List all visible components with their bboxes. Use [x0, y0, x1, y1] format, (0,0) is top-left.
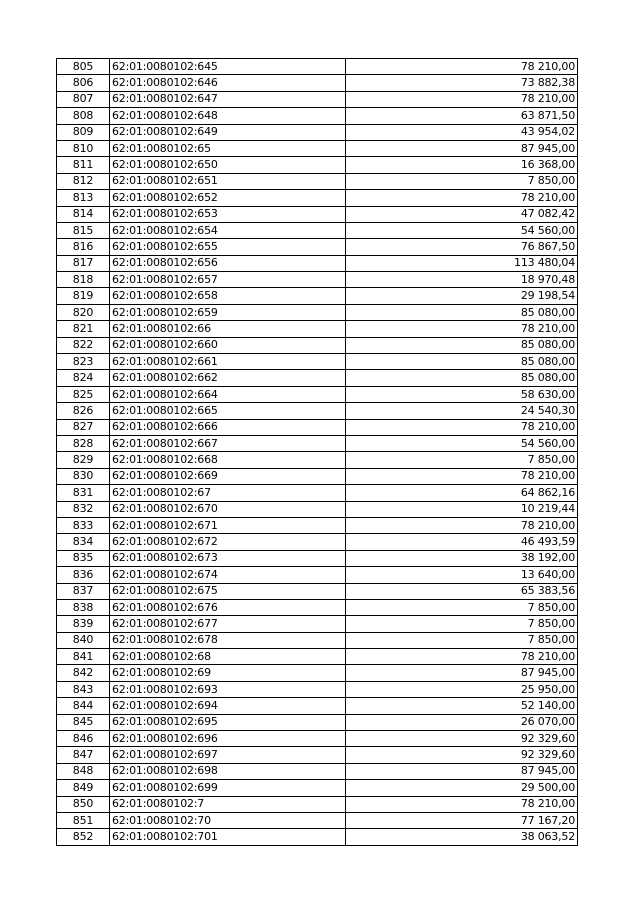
- row-number-cell: 835: [57, 550, 110, 566]
- row-number-cell: 824: [57, 370, 110, 386]
- value-cell: 78 210,00: [346, 517, 578, 533]
- value-cell: 87 945,00: [346, 140, 578, 156]
- row-number-cell: 821: [57, 321, 110, 337]
- cadastral-number-cell: 62:01:0080102:675: [110, 583, 346, 599]
- value-cell: 43 954,02: [346, 124, 578, 140]
- row-number-cell: 811: [57, 157, 110, 173]
- value-cell: 65 383,56: [346, 583, 578, 599]
- cadastral-number-cell: 62:01:0080102:678: [110, 632, 346, 648]
- row-number-cell: 817: [57, 255, 110, 271]
- table-row: [57, 829, 578, 845]
- cadastral-number-cell: 62:01:0080102:650: [110, 157, 346, 173]
- value-cell: 25 950,00: [346, 681, 578, 697]
- table-row: [57, 501, 578, 517]
- cadastral-number-cell: 62:01:0080102:660: [110, 337, 346, 353]
- table-row: [57, 190, 578, 206]
- value-cell: 52 140,00: [346, 698, 578, 714]
- cadastral-number-cell: 62:01:0080102:651: [110, 173, 346, 189]
- cadastral-number-cell: 62:01:0080102:677: [110, 616, 346, 632]
- table-row: [57, 780, 578, 796]
- row-number-cell: 844: [57, 698, 110, 714]
- table-row: [57, 567, 578, 583]
- row-number-cell: 834: [57, 534, 110, 550]
- cadastral-number-cell: 62:01:0080102:661: [110, 354, 346, 370]
- row-number-cell: 820: [57, 304, 110, 320]
- value-cell: 63 871,50: [346, 108, 578, 124]
- table-row: [57, 140, 578, 156]
- row-number-cell: 838: [57, 599, 110, 615]
- value-cell: 7 850,00: [346, 173, 578, 189]
- row-number-cell: 837: [57, 583, 110, 599]
- row-number-cell: 845: [57, 714, 110, 730]
- row-number-cell: 809: [57, 124, 110, 140]
- cadastral-number-cell: 62:01:0080102:673: [110, 550, 346, 566]
- cadastral-number-cell: 62:01:0080102:658: [110, 288, 346, 304]
- row-number-cell: 818: [57, 272, 110, 288]
- cadastral-number-cell: 62:01:0080102:659: [110, 304, 346, 320]
- table-row: [57, 747, 578, 763]
- row-number-cell: 805: [57, 59, 110, 75]
- cadastral-number-cell: 62:01:0080102:645: [110, 59, 346, 75]
- table-row: [57, 812, 578, 828]
- value-cell: 54 560,00: [346, 222, 578, 238]
- row-number-cell: 842: [57, 665, 110, 681]
- cadastral-number-cell: 62:01:0080102:652: [110, 190, 346, 206]
- table-row: [57, 173, 578, 189]
- row-number-cell: 833: [57, 517, 110, 533]
- table-row: [57, 288, 578, 304]
- value-cell: 78 210,00: [346, 91, 578, 107]
- cadastral-value-table: [56, 58, 578, 846]
- value-cell: 87 945,00: [346, 763, 578, 779]
- value-cell: 73 882,38: [346, 75, 578, 91]
- table-row: [57, 534, 578, 550]
- cadastral-number-cell: 62:01:0080102:654: [110, 222, 346, 238]
- row-number-cell: 850: [57, 796, 110, 812]
- value-cell: 78 210,00: [346, 468, 578, 484]
- cadastral-number-cell: 62:01:0080102:701: [110, 829, 346, 845]
- table-row: [57, 485, 578, 501]
- table-row: [57, 468, 578, 484]
- value-cell: 78 210,00: [346, 190, 578, 206]
- row-number-cell: 807: [57, 91, 110, 107]
- value-cell: 7 850,00: [346, 452, 578, 468]
- row-number-cell: 848: [57, 763, 110, 779]
- cadastral-number-cell: 62:01:0080102:662: [110, 370, 346, 386]
- table-row: [57, 419, 578, 435]
- cadastral-number-cell: 62:01:0080102:696: [110, 731, 346, 747]
- row-number-cell: 814: [57, 206, 110, 222]
- cadastral-number-cell: 62:01:0080102:67: [110, 485, 346, 501]
- table-row: [57, 354, 578, 370]
- value-cell: 85 080,00: [346, 337, 578, 353]
- cadastral-number-cell: 62:01:0080102:694: [110, 698, 346, 714]
- row-number-cell: 829: [57, 452, 110, 468]
- row-number-cell: 841: [57, 649, 110, 665]
- value-cell: 85 080,00: [346, 304, 578, 320]
- cadastral-number-cell: 62:01:0080102:656: [110, 255, 346, 271]
- value-cell: 13 640,00: [346, 567, 578, 583]
- value-cell: 92 329,60: [346, 747, 578, 763]
- table-row: [57, 91, 578, 107]
- table-row: [57, 239, 578, 255]
- table-row: [57, 75, 578, 91]
- cadastral-number-cell: 62:01:0080102:69: [110, 665, 346, 681]
- cadastral-number-cell: 62:01:0080102:698: [110, 763, 346, 779]
- table-row: [57, 681, 578, 697]
- row-number-cell: 831: [57, 485, 110, 501]
- table-row: [57, 108, 578, 124]
- cadastral-number-cell: 62:01:0080102:649: [110, 124, 346, 140]
- row-number-cell: 832: [57, 501, 110, 517]
- value-cell: 38 192,00: [346, 550, 578, 566]
- value-cell: 38 063,52: [346, 829, 578, 845]
- table-row: [57, 59, 578, 75]
- table-row: [57, 206, 578, 222]
- value-cell: 78 210,00: [346, 321, 578, 337]
- value-cell: 54 560,00: [346, 435, 578, 451]
- cadastral-number-cell: 62:01:0080102:68: [110, 649, 346, 665]
- row-number-cell: 843: [57, 681, 110, 697]
- table-row: [57, 714, 578, 730]
- value-cell: 92 329,60: [346, 731, 578, 747]
- row-number-cell: 840: [57, 632, 110, 648]
- table-row: [57, 665, 578, 681]
- cadastral-number-cell: 62:01:0080102:664: [110, 386, 346, 402]
- table-row: [57, 321, 578, 337]
- cadastral-number-cell: 62:01:0080102:648: [110, 108, 346, 124]
- table-row: [57, 370, 578, 386]
- cadastral-number-cell: 62:01:0080102:697: [110, 747, 346, 763]
- row-number-cell: 806: [57, 75, 110, 91]
- value-cell: 58 630,00: [346, 386, 578, 402]
- row-number-cell: 846: [57, 731, 110, 747]
- row-number-cell: 827: [57, 419, 110, 435]
- cadastral-number-cell: 62:01:0080102:695: [110, 714, 346, 730]
- cadastral-number-cell: 62:01:0080102:665: [110, 403, 346, 419]
- row-number-cell: 830: [57, 468, 110, 484]
- row-number-cell: 847: [57, 747, 110, 763]
- table-row: [57, 386, 578, 402]
- cadastral-number-cell: 62:01:0080102:70: [110, 812, 346, 828]
- cadastral-number-cell: 62:01:0080102:666: [110, 419, 346, 435]
- row-number-cell: 852: [57, 829, 110, 845]
- table-row: [57, 272, 578, 288]
- table-row: [57, 157, 578, 173]
- cadastral-number-cell: 62:01:0080102:669: [110, 468, 346, 484]
- cadastral-number-cell: 62:01:0080102:670: [110, 501, 346, 517]
- cadastral-number-cell: 62:01:0080102:646: [110, 75, 346, 91]
- value-cell: 76 867,50: [346, 239, 578, 255]
- cadastral-number-cell: 62:01:0080102:7: [110, 796, 346, 812]
- value-cell: 77 167,20: [346, 812, 578, 828]
- row-number-cell: 823: [57, 354, 110, 370]
- cadastral-number-cell: 62:01:0080102:66: [110, 321, 346, 337]
- row-number-cell: 851: [57, 812, 110, 828]
- row-number-cell: 813: [57, 190, 110, 206]
- value-cell: 29 198,54: [346, 288, 578, 304]
- value-cell: 16 368,00: [346, 157, 578, 173]
- value-cell: 78 210,00: [346, 419, 578, 435]
- cadastral-number-cell: 62:01:0080102:676: [110, 599, 346, 615]
- cadastral-number-cell: 62:01:0080102:655: [110, 239, 346, 255]
- table-row: [57, 550, 578, 566]
- value-cell: 85 080,00: [346, 370, 578, 386]
- cadastral-number-cell: 62:01:0080102:693: [110, 681, 346, 697]
- row-number-cell: 839: [57, 616, 110, 632]
- value-cell: 7 850,00: [346, 632, 578, 648]
- table-row: [57, 632, 578, 648]
- table-row: [57, 583, 578, 599]
- value-cell: 78 210,00: [346, 796, 578, 812]
- row-number-cell: 816: [57, 239, 110, 255]
- table-row: [57, 731, 578, 747]
- value-cell: 46 493,59: [346, 534, 578, 550]
- cadastral-number-cell: 62:01:0080102:699: [110, 780, 346, 796]
- table-row: [57, 698, 578, 714]
- row-number-cell: 815: [57, 222, 110, 238]
- row-number-cell: 822: [57, 337, 110, 353]
- table-body: [57, 59, 578, 846]
- row-number-cell: 836: [57, 567, 110, 583]
- row-number-cell: 812: [57, 173, 110, 189]
- table-row: [57, 796, 578, 812]
- table-row: [57, 337, 578, 353]
- row-number-cell: 828: [57, 435, 110, 451]
- value-cell: 29 500,00: [346, 780, 578, 796]
- table-row: [57, 599, 578, 615]
- table-row: [57, 304, 578, 320]
- value-cell: 64 862,16: [346, 485, 578, 501]
- value-cell: 7 850,00: [346, 616, 578, 632]
- table-row: [57, 452, 578, 468]
- table-row: [57, 403, 578, 419]
- table-row: [57, 222, 578, 238]
- value-cell: 85 080,00: [346, 354, 578, 370]
- value-cell: 47 082,42: [346, 206, 578, 222]
- cadastral-number-cell: 62:01:0080102:657: [110, 272, 346, 288]
- value-cell: 87 945,00: [346, 665, 578, 681]
- cadastral-number-cell: 62:01:0080102:668: [110, 452, 346, 468]
- cadastral-number-cell: 62:01:0080102:674: [110, 567, 346, 583]
- table-row: [57, 255, 578, 271]
- cadastral-number-cell: 62:01:0080102:671: [110, 517, 346, 533]
- value-cell: 78 210,00: [346, 649, 578, 665]
- value-cell: 78 210,00: [346, 59, 578, 75]
- table-row: [57, 435, 578, 451]
- row-number-cell: 810: [57, 140, 110, 156]
- table-row: [57, 763, 578, 779]
- value-cell: 26 070,00: [346, 714, 578, 730]
- cadastral-number-cell: 62:01:0080102:653: [110, 206, 346, 222]
- cadastral-number-cell: 62:01:0080102:672: [110, 534, 346, 550]
- row-number-cell: 825: [57, 386, 110, 402]
- value-cell: 113 480,04: [346, 255, 578, 271]
- row-number-cell: 808: [57, 108, 110, 124]
- row-number-cell: 826: [57, 403, 110, 419]
- table-row: [57, 616, 578, 632]
- value-cell: 7 850,00: [346, 599, 578, 615]
- table-row: [57, 649, 578, 665]
- row-number-cell: 819: [57, 288, 110, 304]
- table-row: [57, 517, 578, 533]
- cadastral-number-cell: 62:01:0080102:647: [110, 91, 346, 107]
- value-cell: 24 540,30: [346, 403, 578, 419]
- value-cell: 18 970,48: [346, 272, 578, 288]
- value-cell: 10 219,44: [346, 501, 578, 517]
- table-row: [57, 124, 578, 140]
- row-number-cell: 849: [57, 780, 110, 796]
- cadastral-number-cell: 62:01:0080102:667: [110, 435, 346, 451]
- cadastral-number-cell: 62:01:0080102:65: [110, 140, 346, 156]
